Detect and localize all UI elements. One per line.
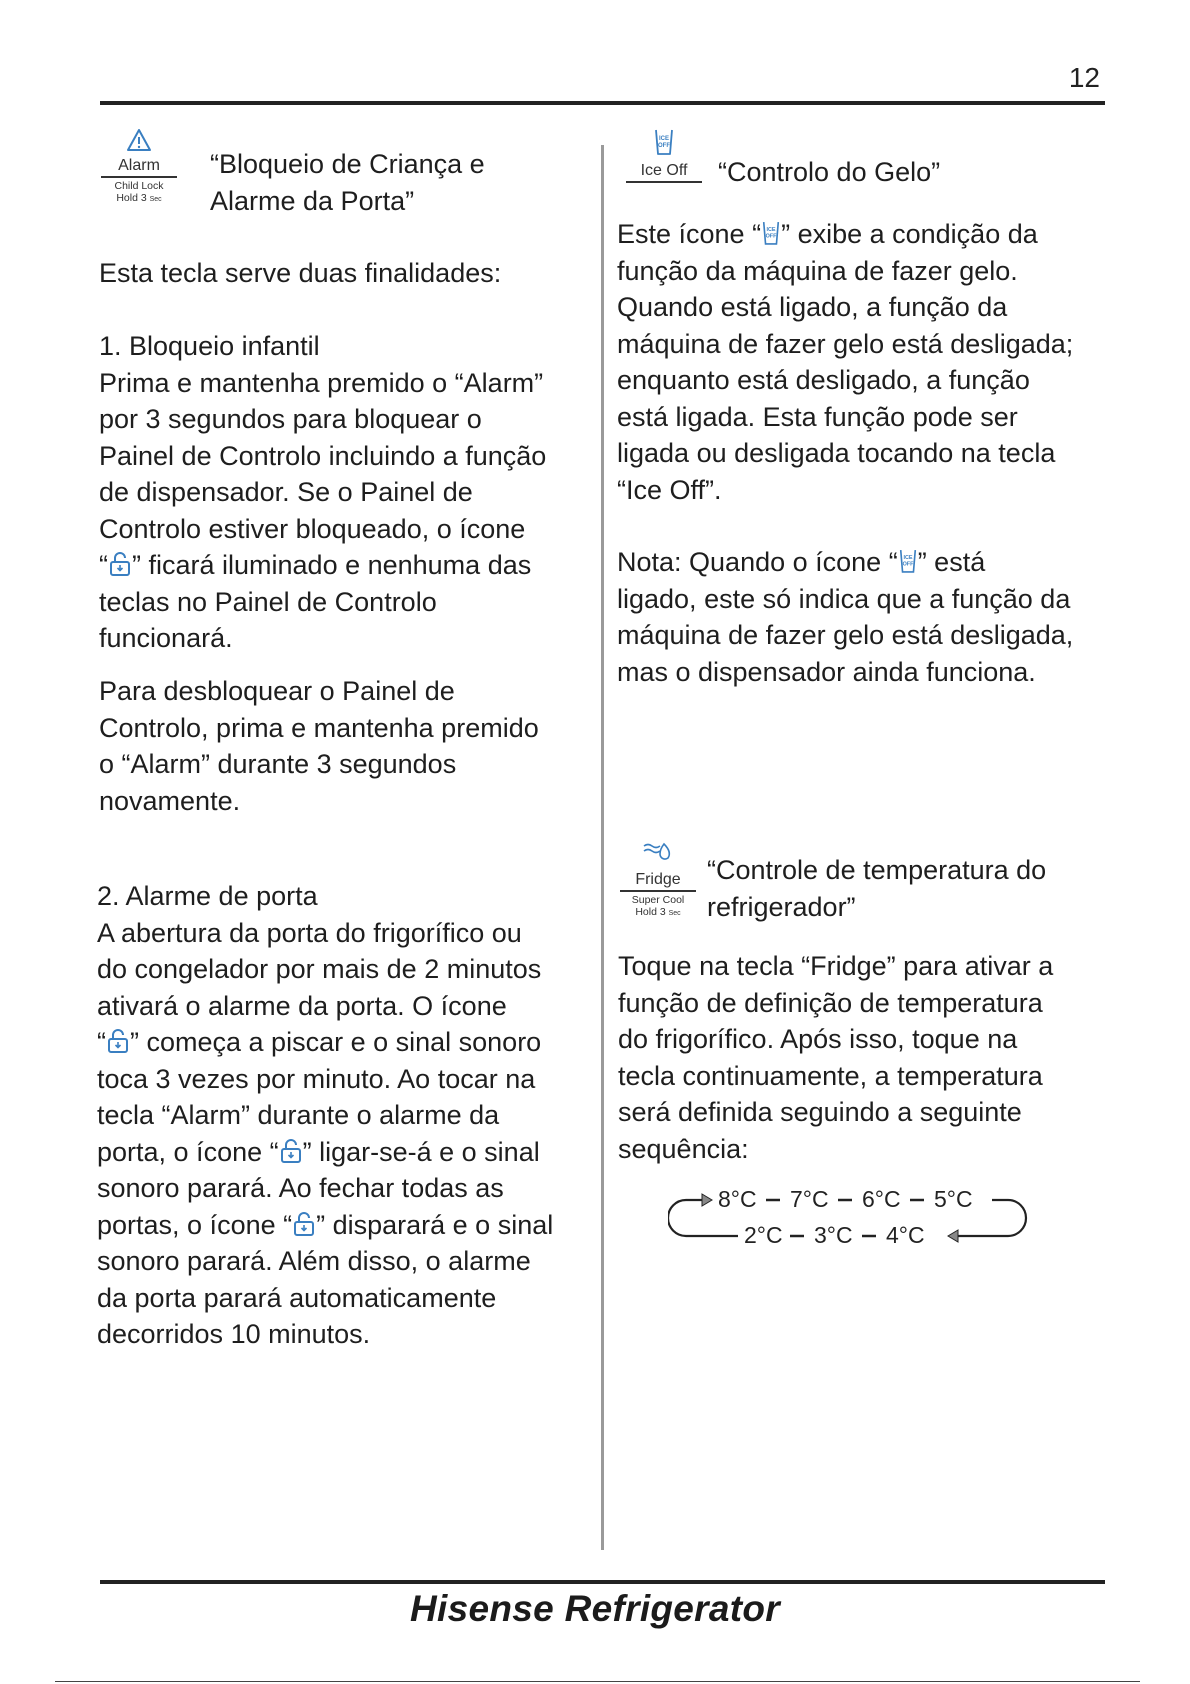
svg-text:OFF: OFF — [902, 561, 914, 568]
alarm-section-title: “Bloqueio de Criança e Alarme da Porta” — [210, 149, 485, 216]
fridge-key-sec: Sec — [668, 910, 681, 917]
ice-off-key-label: Ice Off — [640, 162, 688, 179]
ice-control-paragraph: Este ícone “ ICE OFF ” exibe a condição da função da máquina de fazer gelo. Quando está ligado, a função da máquina de fazer gelo está desligada; enquanto está desligado, a função está ligada. Esta função pode ser ligada ou desligada tocando na tecla “Ice Off”. — [617, 219, 1074, 505]
alarm-key-sec: Sec — [149, 196, 162, 203]
ice-off-key-graphic — [626, 128, 702, 185]
svg-text:ICE: ICE — [766, 227, 776, 234]
temp-5: 5°C — [934, 1186, 973, 1212]
alarm-intro: Esta tecla serve duas finalidades: — [99, 258, 502, 288]
fridge-key-hold: Hold 3 — [635, 906, 666, 918]
column-divider — [601, 145, 604, 1550]
top-rule — [100, 101, 1105, 105]
lock-icon — [279, 1138, 303, 1164]
alarm-key-graphic — [101, 128, 177, 206]
temp-8: 8°C — [718, 1186, 757, 1212]
footer-brand: Hisense Refrigerator — [410, 1588, 780, 1629]
fridge-temp-title: “Controle de temperatura do refrigerador” — [707, 855, 1047, 922]
ice-control-title: “Controlo do Gelo” — [718, 157, 941, 187]
alarm-key-rule — [101, 176, 177, 178]
fridge-key-rule — [620, 890, 696, 892]
lock-icon — [292, 1211, 316, 1237]
temp-4: 4°C — [886, 1222, 925, 1248]
alarm-key-label: Alarm — [118, 157, 160, 174]
bottom-rule — [100, 1580, 1105, 1584]
fridge-key-graphic — [620, 840, 696, 920]
ice-note-paragraph: Nota: Quando o ícone “ ICE OFF ” está ligado, este só indica que a função da máquina de fazer gelo está desligada, mas o dispensador ainda funciona. — [617, 547, 1074, 687]
child-lock-paragraph: 1. Bloqueio infantil Prima e mantenha premido o “Alarm” por 3 segundos para bloquear o Painel de Controlo incluindo a função de dispensador. Se o Painel de Controlo estiver bloqueado, o ícone “ ” ficará iluminado e nenhuma das teclas no Painel de Controlo funcionará. — [99, 331, 547, 653]
unlock-paragraph: Para desbloquear o Painel de Controlo, prima e mantenha premido o “Alarm” durante 3 segundos novamente. — [99, 676, 539, 816]
warning-triangle-icon — [126, 128, 152, 152]
ice-off-icon — [898, 548, 918, 574]
ice-off-key-rule — [626, 181, 702, 183]
lock-icon — [108, 551, 132, 577]
door-alarm-paragraph: 2. Alarme de porta A abertura da porta do frigorífico ou do congelador por mais de 2 minutos ativará o alarme da porta. O ícone “ ” começa a piscar e o sinal sonoro toca 3 vezes por minuto. Ao tocar na tecla “Alarm” durante o alarme da porta, o ícone “ ” ligar-se-á e o sinal sonoro parará. Ao fechar todas as portas, o ícone “ ” disparará e o sinal sonoro parará. Além disso, o alarme da porta parará automaticamente decorridos 10 minutos. — [97, 881, 554, 1349]
temp-2: 2°C — [744, 1222, 783, 1248]
temp-6: 6°C — [862, 1186, 901, 1212]
page-edge-rule — [55, 1681, 1140, 1682]
ice-off-icon — [761, 220, 781, 246]
svg-text:ICE: ICE — [903, 555, 913, 562]
alarm-key-sub1: Child Lock — [114, 180, 164, 192]
fridge-key-label: Fridge — [635, 871, 681, 888]
fridge-key-sub1: Super Cool — [631, 894, 685, 906]
temp-7: 7°C — [790, 1186, 829, 1212]
lock-icon — [106, 1028, 130, 1054]
svg-text:ICE: ICE — [658, 136, 670, 142]
temp-3: 3°C — [814, 1222, 853, 1248]
svg-text:OFF: OFF — [765, 233, 777, 240]
page-number: 12 — [1068, 62, 1100, 93]
svg-text:OFF: OFF — [658, 143, 670, 149]
temperature-sequence-diagram — [668, 1180, 1028, 1252]
alarm-key-hold: Hold 3 — [116, 192, 147, 204]
super-cool-icon — [642, 840, 674, 866]
ice-off-icon — [653, 128, 675, 156]
fridge-temp-paragraph: Toque na tecla “Fridge” para ativar a função de definição de temperatura do frigorífico. Após isso, toque na tecla continuamente, a temperatura será definida seguindo a seguinte sequência: — [618, 951, 1054, 1164]
